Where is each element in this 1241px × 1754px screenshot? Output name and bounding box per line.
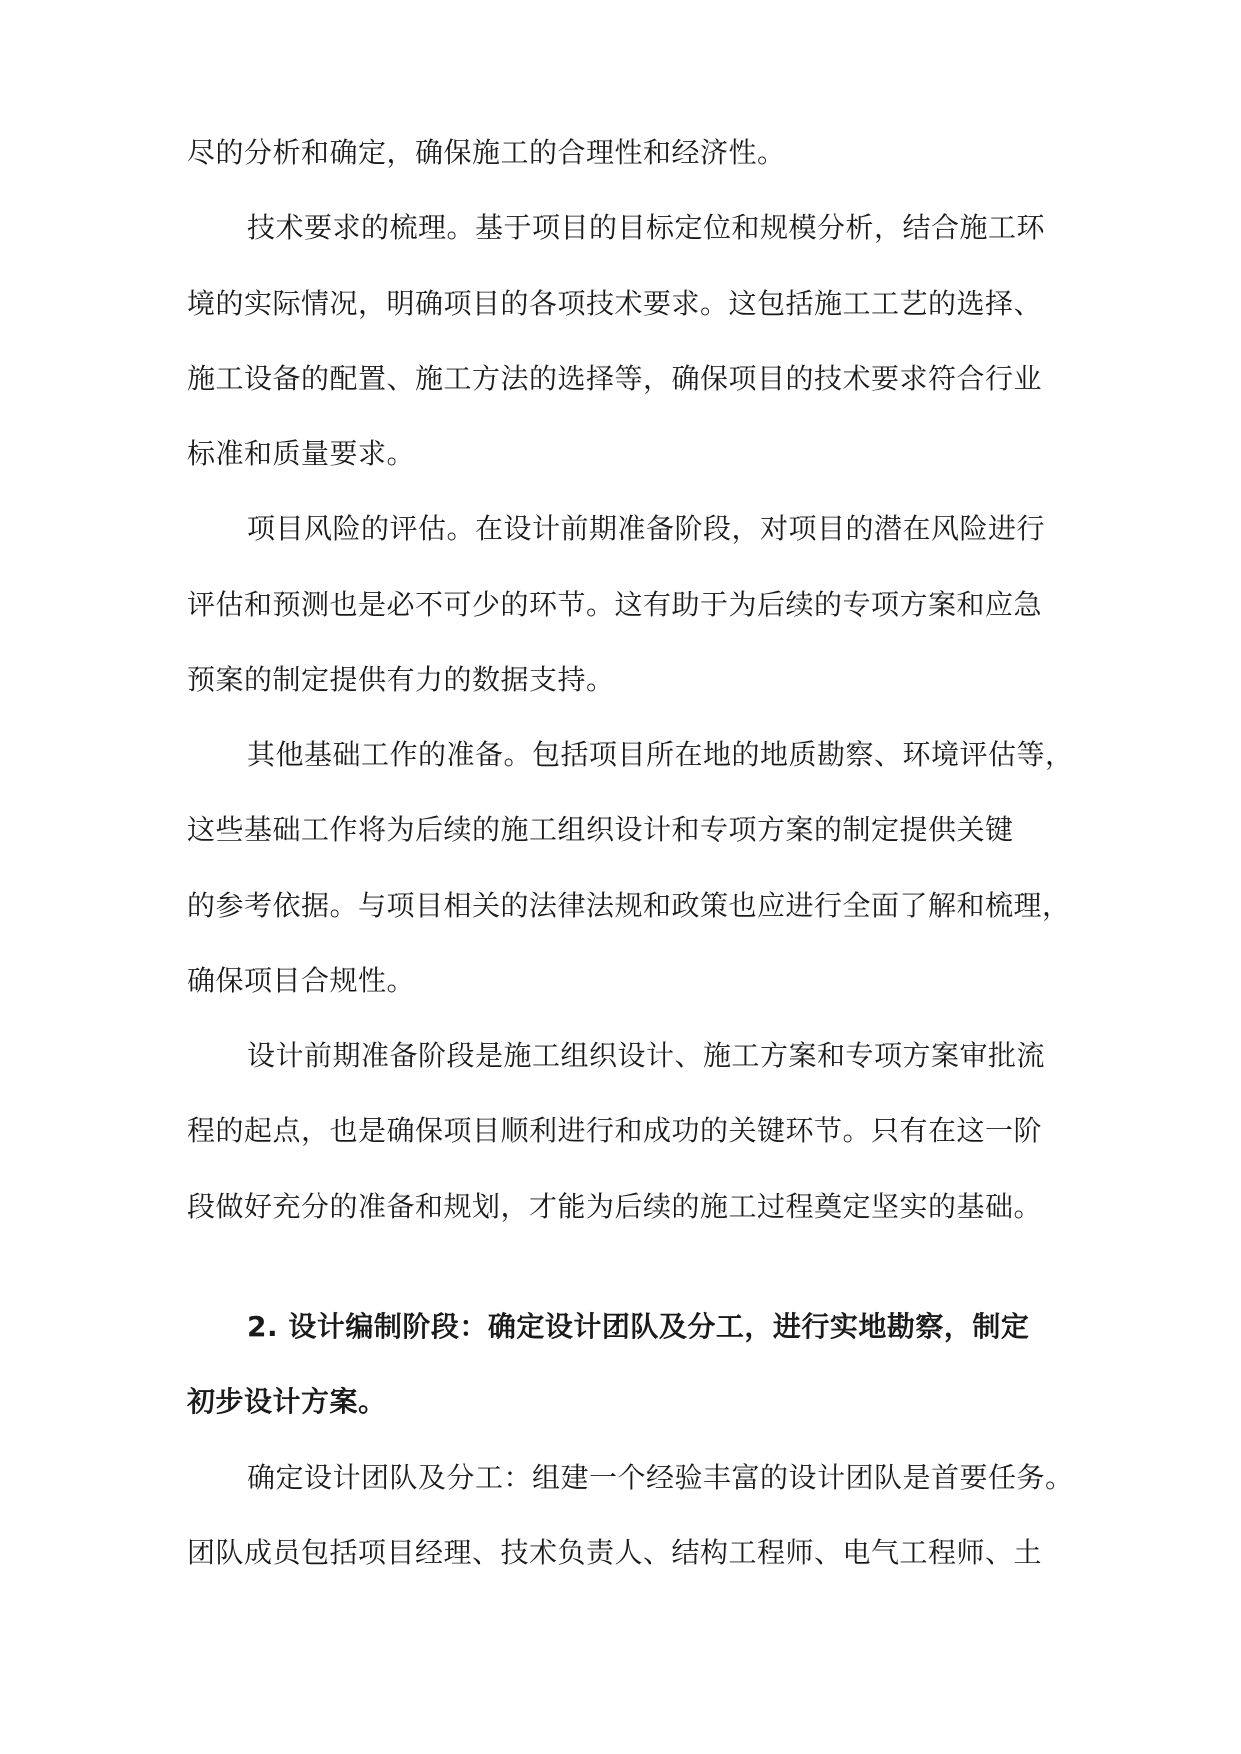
paragraph-line: 施工设备的配置、施工方法的选择等，确保项目的技术要求符合行业	[187, 362, 1043, 395]
paragraph-line: 境的实际情况，明确项目的各项技术要求。这包括施工工艺的选择、	[187, 287, 1043, 320]
paragraph-line: 预案的制定提供有力的数据支持。	[187, 663, 615, 696]
paragraph-line: 项目风险的评估。在设计前期准备阶段，对项目的潜在风险进行	[247, 512, 1046, 545]
paragraph-line: 设计前期准备阶段是施工组织设计、施工方案和专项方案审批流	[247, 1039, 1046, 1072]
paragraph-line: 段做好充分的准备和规划，才能为后续的施工过程奠定坚实的基础。	[187, 1190, 1043, 1223]
paragraph-line: 其他基础工作的准备。包括项目所在地的地质勘察、环境评估等，	[247, 738, 1074, 771]
paragraph-line: 的参考依据。与项目相关的法律法规和政策也应进行全面了解和梳理，	[187, 889, 1071, 922]
paragraph-line: 评估和预测也是必不可少的环节。这有助于为后续的专项方案和应急	[187, 588, 1043, 621]
paragraph-line: 标准和质量要求。	[187, 437, 416, 470]
section-heading-line: 2. 设计编制阶段：确定设计团队及分工，进行实地勘察，制定	[247, 1310, 1030, 1343]
paragraph-line: 技术要求的梳理。基于项目的目标定位和规模分析，结合施工环	[247, 211, 1046, 244]
paragraph-line: 确定设计团队及分工：组建一个经验丰富的设计团队是首要任务。	[247, 1461, 1074, 1494]
paragraph-line: 程的起点，也是确保项目顺利进行和成功的关键环节。只有在这一阶	[187, 1114, 1043, 1147]
paragraph-line: 尽的分析和确定，确保施工的合理性和经济性。	[187, 136, 786, 169]
paragraph-line: 这些基础工作将为后续的施工组织设计和专项方案的制定提供关键	[187, 813, 1014, 846]
paragraph-line: 确保项目合规性。	[187, 964, 416, 997]
section-heading-line: 初步设计方案。	[187, 1385, 387, 1418]
paragraph-line: 团队成员包括项目经理、技术负责人、结构工程师、电气工程师、土	[187, 1536, 1043, 1569]
